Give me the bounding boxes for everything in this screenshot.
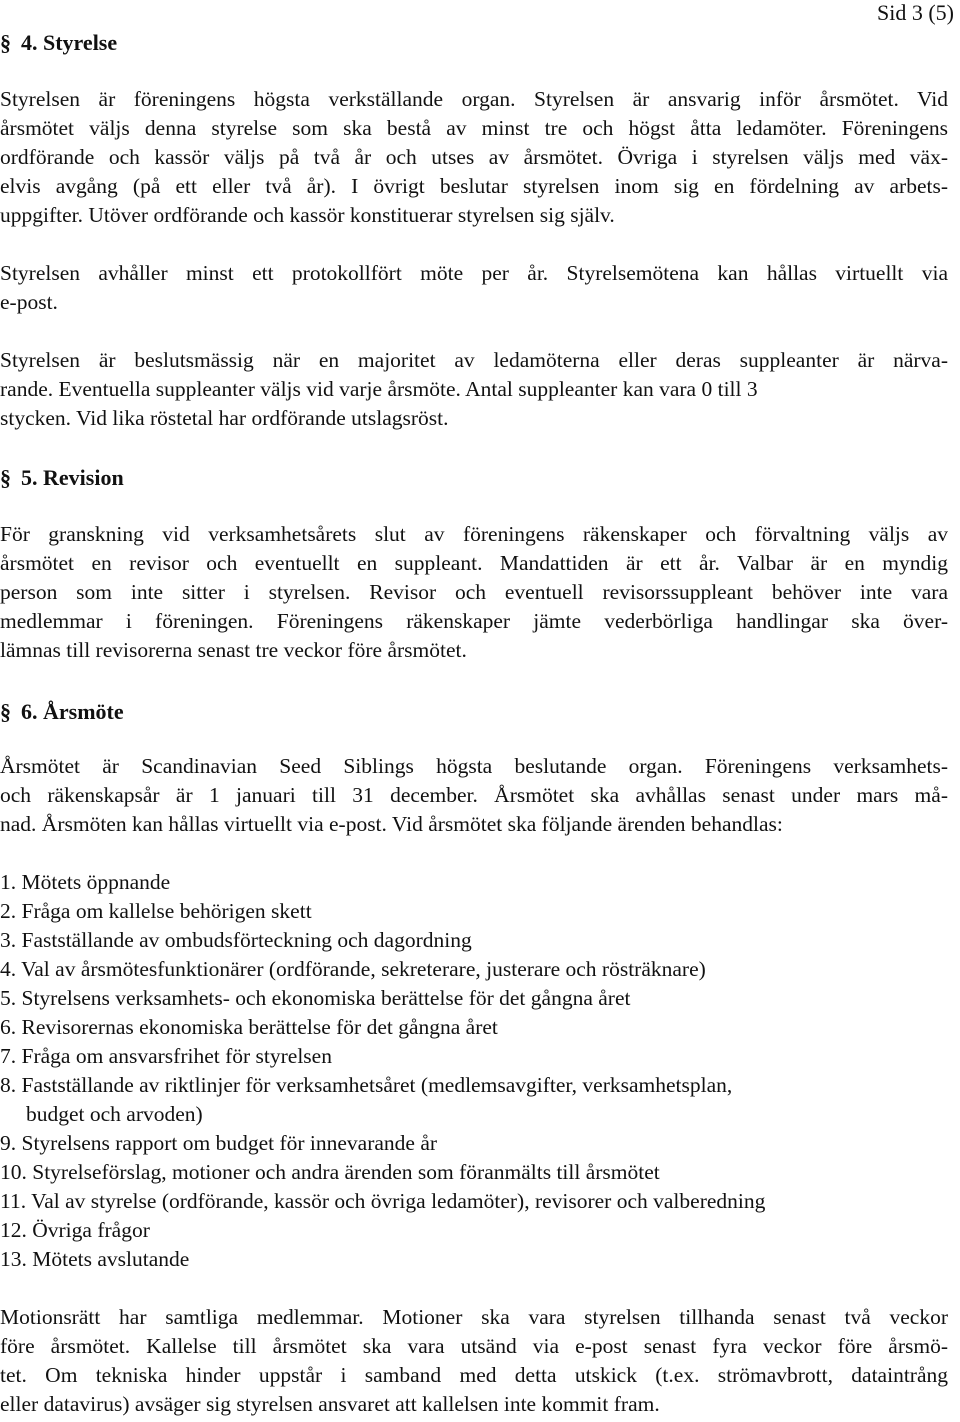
text-line: e-post. <box>0 290 58 314</box>
list-item: 10. Styrelseförslag, motioner och andra ärenden som föranmälts till årsmötet <box>0 1160 660 1184</box>
section-symbol: § <box>0 465 11 490</box>
page-number: Sid 3 (5) <box>877 0 954 25</box>
list-item: 4. Val av årsmötesfunktionärer (ordförande, sekreterare, justerare och rösträknare) <box>0 957 706 981</box>
text-line: Motionsrätt har samtliga medlemmar. Motioner ska vara styrelsen tillhanda senast två veckor <box>0 1305 948 1329</box>
section-symbol: § <box>0 699 11 724</box>
list-item: 2. Fråga om kallelse behörigen skett <box>0 899 312 923</box>
text-line: Styrelsen avhåller minst ett protokollfört möte per år. Styrelsemötena kan hållas virtuellt via <box>0 261 948 285</box>
text-line: tet. Om tekniska hinder uppstår i samband med detta utskick (t.ex. strömavbrott, dataintrång <box>0 1363 948 1387</box>
list-item: 5. Styrelsens verksamhets- och ekonomiska berättelse för det gångna året <box>0 986 631 1010</box>
list-item: 11. Val av styrelse (ordförande, kassör och övriga ledamöter), revisorer och valberedning <box>0 1189 766 1213</box>
section-5-title: 5. Revision <box>21 465 124 490</box>
text-line: medlemmar i föreningen. Föreningens räkenskaper jämte vederbörliga handlingar ska över- <box>0 609 948 633</box>
section-6-heading <box>0 699 124 725</box>
list-item-continuation: budget och arvoden) <box>26 1102 203 1126</box>
list-item: 9. Styrelsens rapport om budget för innevarande år <box>0 1131 438 1155</box>
text-line: stycken. Vid lika röstetal har ordförande utslagsröst. <box>0 406 449 430</box>
section-symbol: § <box>0 30 11 55</box>
text-line: årsmötet väljs denna styrelse som ska bestå av minst tre och högst åtta ledamöter. Föreningens <box>0 116 948 140</box>
text-line: eller datavirus) avsäger sig styrelsen ansvaret att kallelsen inte kommit fram. <box>0 1392 660 1416</box>
text-line: Styrelsen är beslutsmässig när en majoritet av ledamöterna eller deras suppleanter är närva- <box>0 348 948 372</box>
text-line: och räkenskapsår är 1 januari till 31 december. Årsmötet ska avhållas senast under mars må- <box>0 783 948 807</box>
section-4-title: 4. Styrelse <box>21 30 118 55</box>
list-item: 6. Revisorernas ekonomiska berättelse för det gångna året <box>0 1015 498 1039</box>
text-line: lämnas till revisorerna senast tre veckor före årsmötet. <box>0 638 467 662</box>
section-4-heading <box>0 30 117 56</box>
text-line: ordförande och kassör väljs på två år och utses av årsmötet. Övriga i styrelsen väljs med väx- <box>0 145 948 169</box>
list-item: 3. Fastställande av ombudsförteckning och dagordning <box>0 928 472 952</box>
text-line: person som inte sitter i styrelsen. Revisor och eventuell revisorssuppleant behöver inte vara <box>0 580 948 604</box>
list-item: 7. Fråga om ansvarsfrihet för styrelsen <box>0 1044 332 1068</box>
text-line: före årsmötet. Kallelse till årsmötet ska vara utsänd via e-post senast fyra veckor före årsmö- <box>0 1334 948 1358</box>
list-item: 1. Mötets öppnande <box>0 870 171 894</box>
text-line: elvis avgång (på ett eller två år). I övrigt beslutar styrelsen inom sig en fördelning av arbets- <box>0 174 948 198</box>
section-5-heading <box>0 465 124 491</box>
text-line: För granskning vid verksamhetsårets slut av föreningens räkenskaper och förvaltning väljs av <box>0 522 948 546</box>
text-line: uppgifter. Utöver ordförande och kassör konstituerar styrelsen sig själv. <box>0 203 615 227</box>
text-line: Årsmötet är Scandinavian Seed Siblings högsta beslutande organ. Föreningens verksamhets- <box>0 754 948 778</box>
text-line: årsmötet en revisor och eventuellt en suppleant. Mandattiden är ett år. Valbar är en myndig <box>0 551 948 575</box>
list-item: 13. Mötets avslutande <box>0 1247 190 1271</box>
text-line: rande. Eventuella suppleanter väljs vid varje årsmöte. Antal suppleanter kan vara 0 till 3 <box>0 377 758 401</box>
list-item: 8. Fastställande av riktlinjer för verksamhetsåret (medlemsavgifter, verksamhetsplan, <box>0 1073 733 1097</box>
text-line: Styrelsen är föreningens högsta verkställande organ. Styrelsen är ansvarig inför årsmötet. Vid <box>0 87 948 111</box>
text-line: nad. Årsmöten kan hållas virtuellt via e-post. Vid årsmötet ska följande ärenden behandlas: <box>0 812 783 836</box>
section-6-title: 6. Årsmöte <box>21 699 124 724</box>
list-item: 12. Övriga frågor <box>0 1218 150 1242</box>
